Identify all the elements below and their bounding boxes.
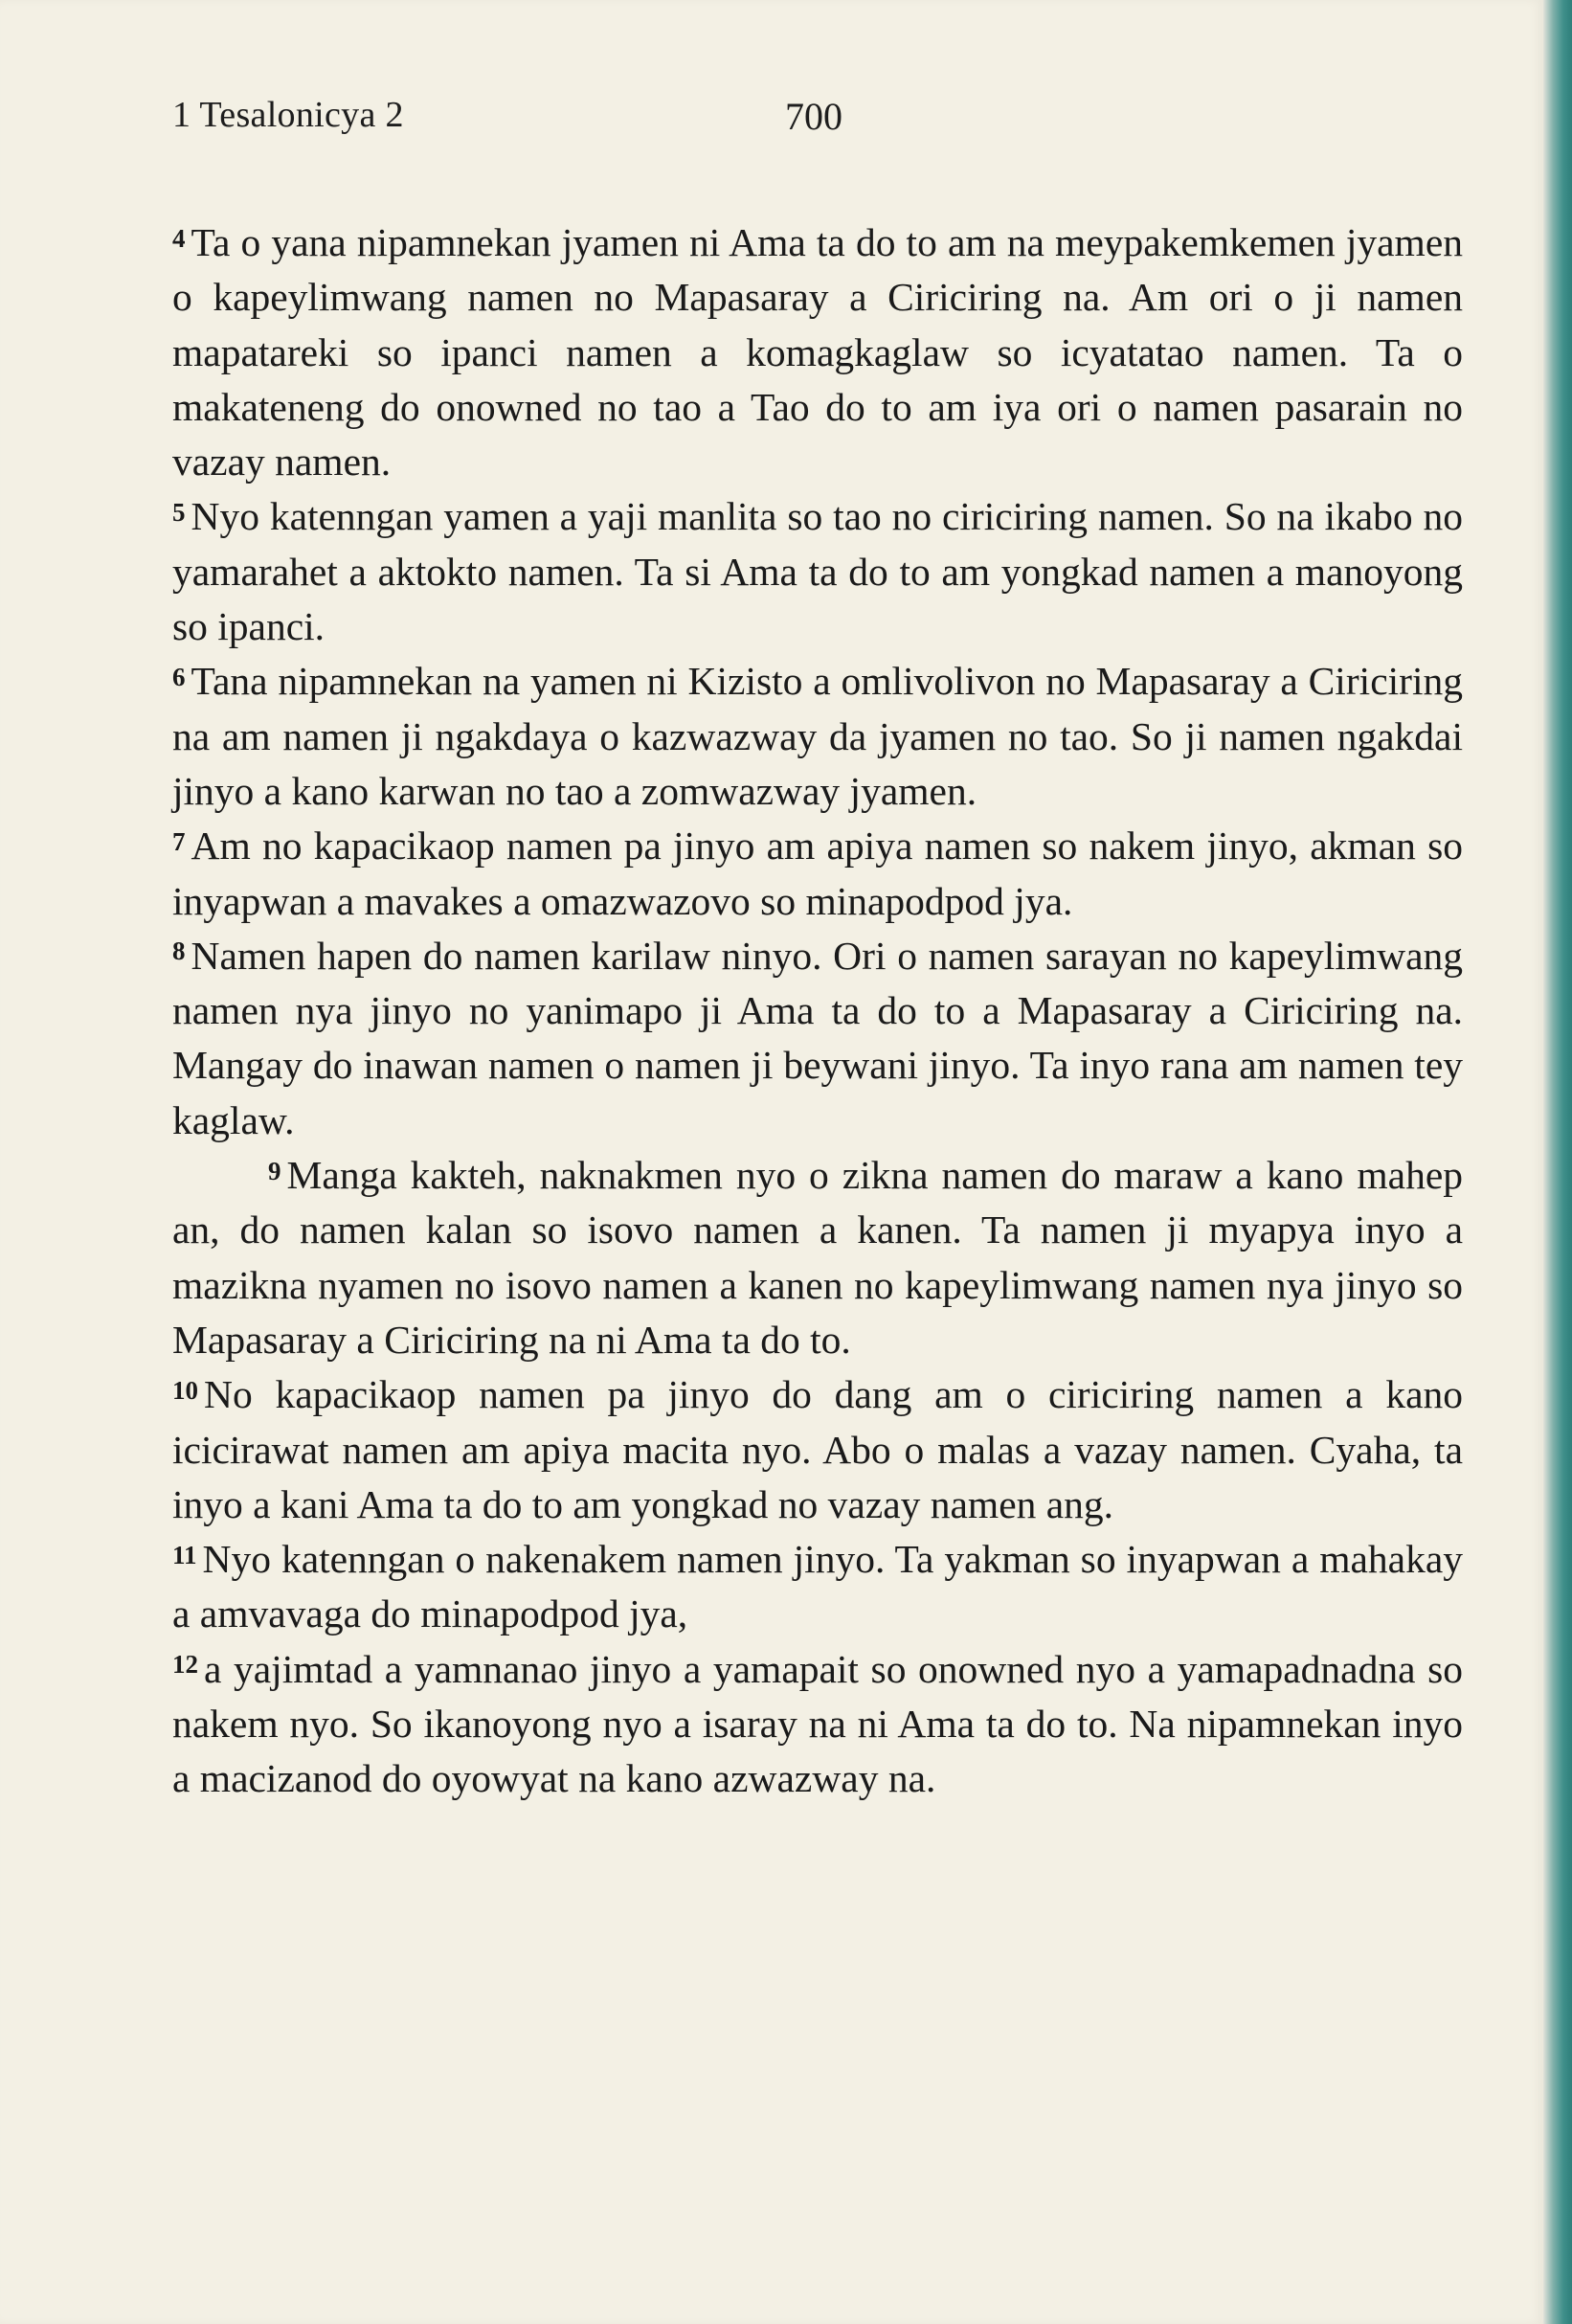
verse-number: 10	[172, 1375, 198, 1405]
running-head: 1 Tesalonicya 2	[172, 95, 404, 135]
verse-5	[172, 489, 1463, 654]
verse-text: Tana nipamnekan na yamen ni Kizisto a omlivolivon no Mapasaray a Ciriciring na am namen ji ngakdaya o kazwazway da jyamen no tao. So ji namen ngakdai jinyo a kano karwan no tao a zomwazway jyamen.	[172, 659, 1463, 813]
page-edge	[1543, 0, 1572, 2324]
verse-text: a yajimtad a yamnanao jinyo a yamapait so onowned nyo a yamapadnadna so nakem nyo. So ikanoyong nyo a isaray na ni Ama ta do to. Na nipamnekan inyo a macizanod do oyowyat na kano azwazway na.	[172, 1646, 1463, 1801]
verse-number: 11	[172, 1540, 197, 1569]
verse-7	[172, 819, 1463, 929]
scripture-text	[172, 215, 1463, 1807]
verse-11	[172, 1532, 1463, 1642]
verse-9	[172, 1148, 1463, 1367]
verse-text: Ta o yana nipamnekan jyamen ni Ama ta do to am na meypakemkemen jyamen o kapeylimwang namen no Mapasaray a Ciriciring na. Am ori o ji namen mapatareki so ipanci namen a komagkaglaw so icyatatao namen. Ta o makateneng do onowned no tao a Tao do to am iya ori o namen pasarain no vazay namen.	[172, 220, 1463, 485]
verse-text: Namen hapen do namen karilaw ninyo. Ori o namen sarayan no kapeylimwang namen nya jinyo no yanimapo ji Ama ta do to a Mapasaray a Ciriciring na. Mangay do inawan namen o namen ji beywani jinyo. Ta inyo rana am namen tey kaglaw.	[172, 933, 1463, 1142]
verse-text: Am no kapacikaop namen pa jinyo am apiya namen so nakem jinyo, akman so inyapwan a mavakes a omazwazovo so minapodpod jya.	[172, 824, 1463, 923]
verse-number: 8	[172, 936, 186, 966]
verse-text: Nyo katenngan yamen a yaji manlita so tao no ciriciring namen. So na ikabo no yamarahet a aktokto namen. Ta si Ama ta do to am yongkad namen a manoyong so ipanci.	[172, 494, 1463, 649]
verse-12	[172, 1642, 1463, 1807]
verse-text: Manga kakteh, naknakmen nyo o zikna namen do maraw a kano mahep an, do namen kalan so isovo namen a kanen. Ta namen ji myapya inyo a mazikna nyamen no isovo namen a kanen no kapeylimwang namen nya jinyo so Mapasaray a Ciriciring na ni Ama ta do to.	[172, 1153, 1463, 1362]
verse-number: 9	[268, 1156, 281, 1185]
page-number: 700	[785, 95, 842, 138]
verse-number: 5	[172, 498, 186, 528]
verse-number: 4	[172, 223, 186, 253]
verse-number: 12	[172, 1650, 198, 1680]
verse-number: 6	[172, 662, 186, 691]
verse-8	[172, 929, 1463, 1148]
verse-text: Nyo katenngan o nakenakem namen jinyo. Ta yakman so inyapwan a mahakay a amvavaga do minapodpod jya,	[172, 1537, 1463, 1636]
verse-text: No kapacikaop namen pa jinyo do dang am o ciriciring namen a kano icicirawat namen am apiya macita nyo. Abo o malas a vazay namen. Cyaha, ta inyo a kani Ama ta do to am yongkad no vazay namen ang.	[172, 1372, 1463, 1526]
verse-4	[172, 215, 1463, 489]
verse-10	[172, 1367, 1463, 1532]
page-header	[172, 94, 1474, 151]
verse-number: 7	[172, 826, 186, 856]
verse-6	[172, 654, 1463, 819]
